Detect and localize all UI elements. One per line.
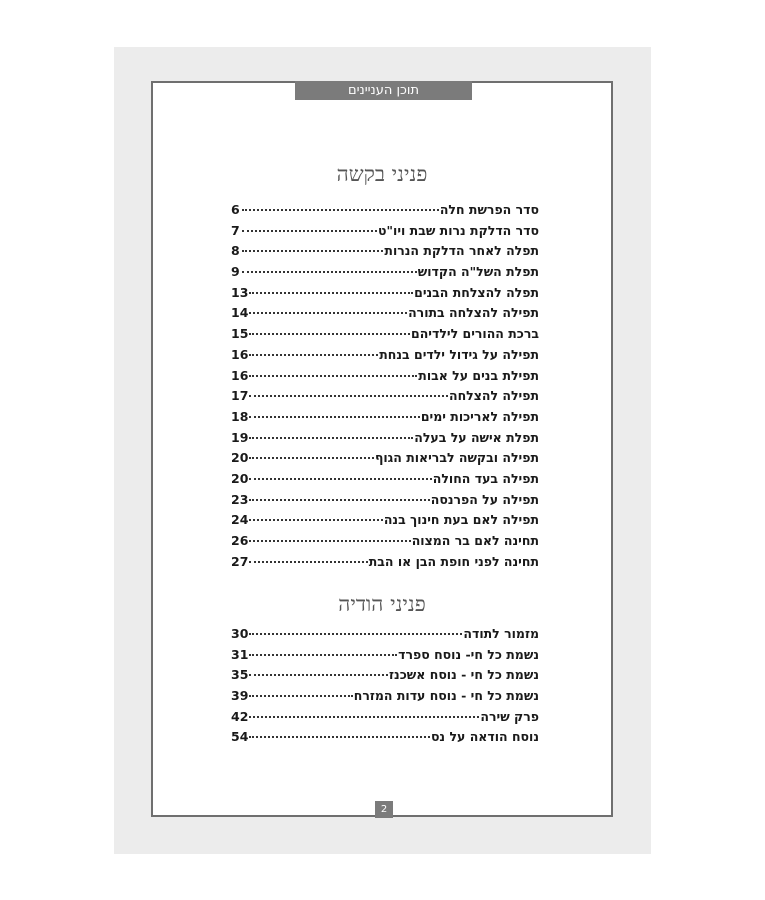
toc-entry-page-number: 31: [231, 646, 249, 662]
section-title-requests: פניני בקשה: [336, 162, 428, 186]
toc-entry-title: סדר הפרשת חלה: [439, 202, 539, 217]
toc-entry-page-number: 13: [231, 284, 249, 300]
dot-leader: [249, 375, 417, 377]
toc-entry[interactable]: [231, 512, 539, 533]
toc-entry-page-number: 27: [231, 553, 249, 569]
dot-leader: [249, 674, 388, 676]
toc-entry-page-number: 19: [231, 429, 249, 445]
toc-entry[interactable]: [231, 626, 539, 647]
dot-leader: [249, 354, 378, 356]
toc-entry-title: תפילה ובקשה לבריאות הגוף: [374, 450, 539, 466]
toc-entry-title: מזמור לתודה: [463, 626, 539, 641]
toc-entry-title: תפילה על הפרנסה: [430, 491, 539, 507]
toc-list-thanksgiving: [231, 626, 539, 750]
toc-entry[interactable]: [231, 264, 539, 285]
dot-leader: [249, 416, 419, 418]
toc-entry-title: סדר הדלקת נרות שבת ויו"ט: [378, 222, 539, 238]
dot-leader: [249, 478, 431, 480]
dot-leader: [249, 395, 448, 397]
toc-entry-title: תפילה להצלחה בתורה: [408, 305, 539, 321]
dot-leader: [249, 519, 382, 521]
toc-entry-page-number: 30: [231, 626, 249, 641]
toc-entry-page-number: 9: [231, 264, 240, 280]
toc-entry-title: תפלה לאחר הדלקת הנרות: [384, 243, 539, 259]
toc-entry[interactable]: [231, 347, 539, 368]
toc-entry[interactable]: [231, 285, 539, 306]
toc-entry[interactable]: [231, 492, 539, 513]
toc-entry-title: ברכת ההורים לילדיהם: [411, 326, 539, 342]
toc-entry-title: נשמת כל חי- נוסח ספרד: [398, 646, 539, 662]
toc-entry[interactable]: [231, 709, 539, 730]
dot-leader: [242, 209, 439, 211]
toc-entry-title: תחינה לפני חופת הבן או הבת: [368, 553, 539, 569]
toc-entry-page-number: 20: [231, 470, 249, 486]
toc-entry-page-number: 7: [231, 222, 240, 238]
toc-entry-title: תפלה להצלחת הבנים: [414, 284, 539, 300]
toc-entry-page-number: 54: [231, 729, 249, 745]
toc-entry[interactable]: [231, 305, 539, 326]
toc-entry-page-number: 23: [231, 491, 249, 507]
toc-entry[interactable]: [231, 554, 539, 575]
dot-leader: [242, 271, 417, 273]
toc-entry-title: תפילה לאריכות ימים: [420, 408, 539, 424]
toc-entry-page-number: 18: [231, 408, 249, 424]
toc-entry-page-number: 35: [231, 667, 249, 683]
toc-entry[interactable]: [231, 667, 539, 688]
toc-entry-title: תפילה לאם בעת חינוך בנה: [383, 512, 539, 528]
toc-entry-title: נוסח הודאה על נס: [430, 729, 539, 745]
toc-entry-title: נשמת כל חי - נוסח עדות המזרח: [353, 688, 539, 704]
toc-entry-title: תפילה להצלחה: [449, 388, 539, 404]
toc-entry-title: תפלת השל"ה הקדוש: [417, 264, 539, 280]
toc-entry-title: תפילה בעד החולה: [432, 470, 539, 486]
dot-leader: [249, 540, 410, 542]
book-page: [151, 81, 613, 817]
toc-entry-title: תחינה לאם בר המצוה: [411, 533, 539, 548]
toc-entry-page-number: 42: [231, 708, 249, 724]
dot-leader: [249, 716, 479, 718]
toc-entry-page-number: 15: [231, 326, 249, 342]
dot-leader: [249, 312, 407, 314]
dot-leader: [249, 736, 430, 738]
dot-leader: [249, 457, 374, 459]
dot-leader: [249, 654, 397, 656]
toc-entry-title: נשמת כל חי - נוסח אשכנז: [389, 667, 539, 683]
toc-entry-page-number: 20: [231, 450, 249, 466]
dot-leader: [249, 437, 413, 439]
dot-leader: [249, 695, 352, 697]
toc-entry-title: תפלת אישה על בעלה: [414, 429, 539, 445]
dot-leader: [249, 292, 413, 294]
dot-leader: [242, 250, 383, 252]
dot-leader: [249, 499, 429, 501]
toc-entry-title: תפילת בנים על אבות: [418, 367, 539, 383]
toc-entry[interactable]: [231, 430, 539, 451]
toc-entry[interactable]: [231, 409, 539, 430]
toc-entry-page-number: 24: [231, 512, 249, 528]
toc-entry-page-number: 6: [231, 202, 240, 217]
toc-entry[interactable]: [231, 729, 539, 750]
toc-entry[interactable]: [231, 202, 539, 223]
toc-entry[interactable]: [231, 471, 539, 492]
toc-entry-page-number: 14: [231, 305, 249, 321]
dot-leader: [249, 333, 410, 335]
toc-entry-page-number: 16: [231, 346, 249, 362]
toc-entry-title: תפילה על גידול ילדים בנחת: [379, 346, 539, 362]
toc-entry[interactable]: [231, 223, 539, 244]
toc-header: תוכן העניינים: [295, 81, 472, 100]
toc-entry[interactable]: [231, 368, 539, 389]
toc-entry-page-number: 26: [231, 533, 249, 548]
dot-leader: [249, 561, 367, 563]
section-title-thanksgiving: פניני הודיה: [338, 592, 426, 616]
toc-entry-page-number: 39: [231, 688, 249, 704]
toc-entry-page-number: 8: [231, 243, 240, 259]
toc-entry[interactable]: [231, 533, 539, 554]
toc-entry-page-number: 16: [231, 367, 249, 383]
page-number: 2: [375, 801, 393, 818]
toc-entry[interactable]: [231, 243, 539, 264]
toc-entry[interactable]: [231, 450, 539, 471]
toc-entry[interactable]: [231, 326, 539, 347]
dot-leader: [249, 633, 462, 635]
toc-entry[interactable]: [231, 647, 539, 668]
toc-entry[interactable]: [231, 388, 539, 409]
toc-entry-title: פרק שירה: [480, 708, 539, 724]
toc-entry[interactable]: [231, 688, 539, 709]
toc-list-requests: [231, 202, 539, 574]
toc-entry-page-number: 17: [231, 388, 249, 404]
dot-leader: [242, 230, 377, 232]
